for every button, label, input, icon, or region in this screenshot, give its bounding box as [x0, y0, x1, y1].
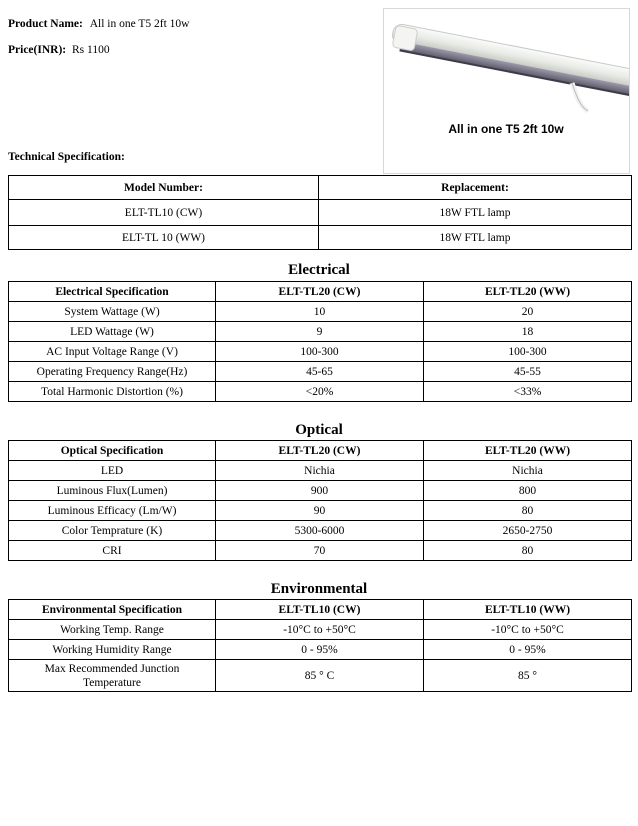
- table-cell: 90: [216, 501, 424, 521]
- table-cell: ELT-TL 10 (WW): [9, 226, 319, 250]
- table-cell: -10°C to +50°C: [216, 620, 424, 640]
- table-cell: 85 ° C: [216, 660, 424, 692]
- table-cell: Color Temprature (K): [9, 521, 216, 541]
- table-cell: Operating Frequency Range(Hz): [9, 362, 216, 382]
- table-cell: Nichia: [424, 461, 632, 481]
- product-name-label: Product Name:: [8, 18, 83, 30]
- table-cell: AC Input Voltage Range (V): [9, 342, 216, 362]
- tech-spec-label: Technical Specification:: [8, 151, 125, 163]
- model-table: [8, 175, 632, 250]
- table-cell: 100-300: [424, 342, 632, 362]
- table-cell: 9: [216, 322, 424, 342]
- product-name-line: [8, 18, 190, 30]
- replacement-header: Replacement:: [319, 176, 632, 200]
- table-cell: <33%: [424, 382, 632, 402]
- table-cell: -10°C to +50°C: [424, 620, 632, 640]
- table-cell: 0 - 95%: [216, 640, 424, 660]
- table-cell: <20%: [216, 382, 424, 402]
- table-header: Environmental Specification: [9, 600, 216, 620]
- table-cell: 70: [216, 541, 424, 561]
- product-image: [383, 8, 630, 174]
- image-caption: All in one T5 2ft 10w: [448, 122, 564, 136]
- environmental-title: Environmental: [270, 581, 368, 597]
- price-line: [8, 44, 110, 56]
- junction-temp-label: Max Recommended Junction Temperature: [44, 662, 180, 689]
- table-cell: 10: [216, 302, 424, 322]
- table-header: Optical Specification: [9, 441, 216, 461]
- price-value: Rs 1100: [71, 44, 110, 56]
- environmental-table: [8, 599, 632, 692]
- table-header: ELT-TL20 (WW): [424, 282, 632, 302]
- table-cell: LED: [9, 461, 216, 481]
- table-cell: Working Temp. Range: [9, 620, 216, 640]
- table-cell: 800: [424, 481, 632, 501]
- table-cell: 20: [424, 302, 632, 322]
- table-cell: Working Humidity Range: [9, 640, 216, 660]
- table-cell: [9, 660, 216, 692]
- table-cell: 100-300: [216, 342, 424, 362]
- model-number-header: Model Number:: [9, 176, 319, 200]
- table-cell: CRI: [9, 541, 216, 561]
- table-cell: System Wattage (W): [9, 302, 216, 322]
- table-cell: 900: [216, 481, 424, 501]
- product-name-value: All in one T5 2ft 10w: [89, 18, 190, 30]
- table-header: ELT-TL10 (CW): [216, 600, 424, 620]
- table-header: ELT-TL20 (WW): [424, 441, 632, 461]
- t5-tube-light-icon: [384, 9, 629, 173]
- electrical-title: Electrical: [288, 262, 350, 278]
- electrical-table: [8, 281, 632, 402]
- table-header: ELT-TL20 (CW): [216, 441, 424, 461]
- table-cell: ELT-TL10 (CW): [9, 200, 319, 226]
- table-header: Electrical Specification: [9, 282, 216, 302]
- table-cell: 0 - 95%: [424, 640, 632, 660]
- table-cell: 45-55: [424, 362, 632, 382]
- table-cell: 18W FTL lamp: [319, 226, 632, 250]
- table-header: ELT-TL10 (WW): [424, 600, 632, 620]
- table-cell: LED Wattage (W): [9, 322, 216, 342]
- table-cell: 80: [424, 541, 632, 561]
- optical-table: [8, 440, 632, 561]
- optical-title: Optical: [295, 422, 343, 438]
- table-header: ELT-TL20 (CW): [216, 282, 424, 302]
- table-cell: 18: [424, 322, 632, 342]
- table-cell: 5300-6000: [216, 521, 424, 541]
- table-cell: 80: [424, 501, 632, 521]
- price-label: Price(INR):: [8, 44, 67, 56]
- table-cell: 18W FTL lamp: [319, 200, 632, 226]
- table-cell: Nichia: [216, 461, 424, 481]
- table-cell: Luminous Flux(Lumen): [9, 481, 216, 501]
- table-cell: Total Harmonic Distortion (%): [9, 382, 216, 402]
- table-cell: 2650-2750: [424, 521, 632, 541]
- table-cell: 45-65: [216, 362, 424, 382]
- table-cell: Luminous Efficacy (Lm/W): [9, 501, 216, 521]
- table-cell: 85 °: [424, 660, 632, 692]
